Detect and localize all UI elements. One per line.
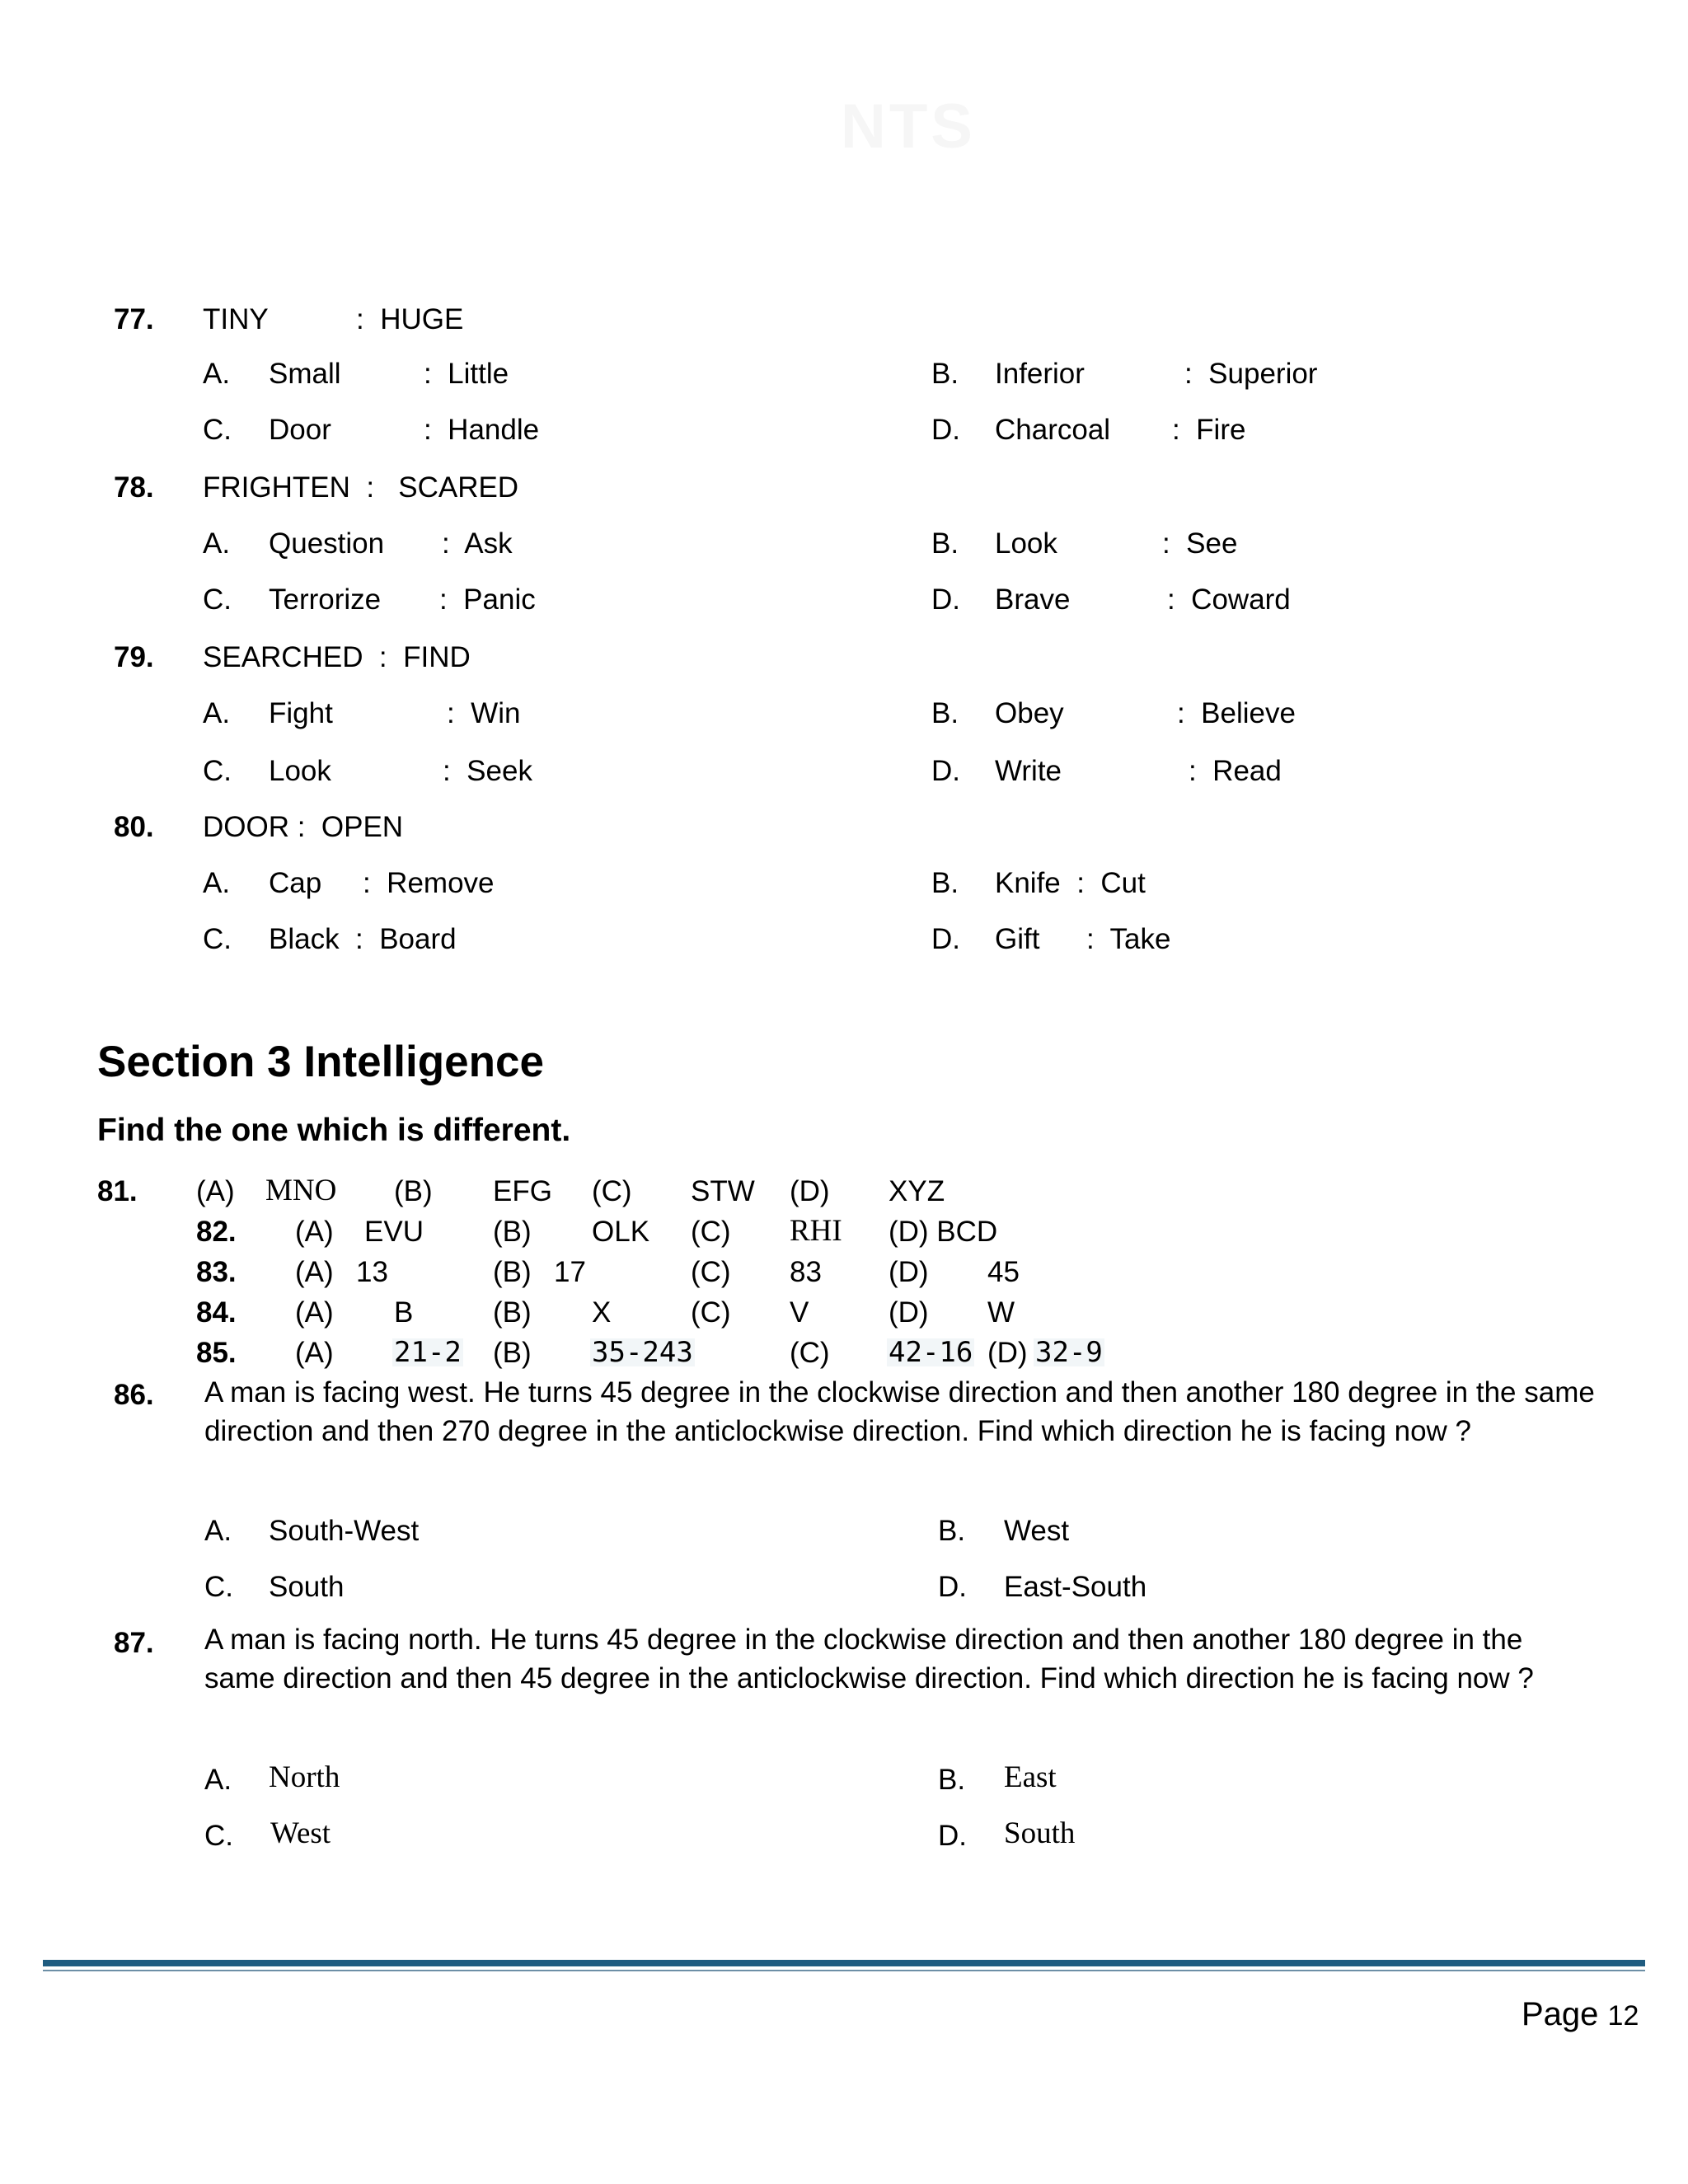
option-label: (D) xyxy=(889,1256,929,1288)
option-text: South xyxy=(1004,1816,1076,1850)
option-letter: A. xyxy=(203,358,231,390)
question-text: A man is facing west. He turns 45 degree in the clockwise direction and then another 180 degree in the same direction and then 270 degree in the anticlockwise direction. Find which direction he is facing now ? xyxy=(204,1376,1595,1447)
option-letter: B. xyxy=(931,867,959,899)
option-text: Door xyxy=(269,414,331,446)
option-value: 13 xyxy=(356,1256,388,1288)
option-letter: C. xyxy=(203,414,232,446)
option-text: Inferior xyxy=(995,358,1085,390)
footer-divider-thin xyxy=(43,1970,1645,1971)
option-text: West xyxy=(1004,1515,1070,1547)
option-value: 42-16 xyxy=(889,1336,973,1369)
option-text: Look xyxy=(995,527,1057,560)
question-stem: DOOR : OPEN xyxy=(203,811,404,843)
option-label: (B) xyxy=(493,1296,532,1329)
option-text: Write xyxy=(995,755,1062,787)
question-number: 87. xyxy=(114,1627,154,1659)
question-number: 81. xyxy=(97,1175,138,1207)
option-text: East xyxy=(1004,1760,1057,1794)
option-letter: A. xyxy=(204,1764,232,1796)
page-number: 12 xyxy=(1607,2000,1639,2032)
option-label: (C) xyxy=(790,1337,830,1369)
option-pair: : Seek xyxy=(443,755,532,787)
option-letter: C. xyxy=(203,583,232,616)
option-text: Look xyxy=(269,755,331,787)
option-text: North xyxy=(269,1760,340,1794)
option-text: West xyxy=(270,1816,331,1850)
option-label: (B) xyxy=(394,1175,433,1207)
option-label: (D) xyxy=(790,1175,830,1207)
option-text: Small xyxy=(269,358,341,390)
option-label: (B) xyxy=(493,1216,532,1248)
watermark: NTS xyxy=(841,91,976,162)
option-text: Terrorize xyxy=(269,583,382,616)
option-value: 83 xyxy=(790,1256,822,1288)
option-text: Question xyxy=(269,527,385,560)
option-letter: D. xyxy=(938,1571,967,1603)
option-letter: C. xyxy=(204,1571,233,1603)
option-letter: B. xyxy=(931,697,959,729)
question-number: 84. xyxy=(196,1296,237,1329)
question-stem: SEARCHED : FIND xyxy=(203,641,471,673)
question-number: 78. xyxy=(114,471,154,504)
option-pair: : Little xyxy=(424,358,509,390)
option-pair: : Believe xyxy=(1177,697,1296,729)
question-number: 86. xyxy=(114,1379,154,1411)
question-number: 85. xyxy=(196,1337,237,1369)
option-text: East-South xyxy=(1004,1571,1147,1603)
option-letter: A. xyxy=(203,697,231,729)
footer-divider xyxy=(43,1960,1645,1966)
option-label: (C) xyxy=(691,1296,731,1329)
option-value: V xyxy=(790,1296,809,1329)
section-instruction: Find the one which is different. xyxy=(97,1113,571,1148)
option-label: (A) xyxy=(196,1175,235,1207)
option-letter: C. xyxy=(203,755,232,787)
question-stem: TINY : HUGE xyxy=(203,303,464,335)
option-value: XYZ xyxy=(889,1175,945,1207)
question-stem: FRIGHTEN : SCARED xyxy=(203,471,519,504)
option-letter: C. xyxy=(204,1820,233,1852)
option-value: 32-9 xyxy=(1035,1336,1103,1369)
question-number: 80. xyxy=(114,811,154,843)
option-value: RHI xyxy=(790,1214,842,1248)
option-letter: D. xyxy=(931,923,960,955)
option-pair: : Handle xyxy=(424,414,540,446)
option-value: 45 xyxy=(987,1256,1020,1288)
option-pair: : Take xyxy=(1086,923,1171,955)
question-number: 83. xyxy=(196,1256,237,1288)
option-pair: : Fire xyxy=(1172,414,1246,446)
option-text: Obey xyxy=(995,697,1064,729)
option-letter: A. xyxy=(203,867,231,899)
option-pair: : See xyxy=(1162,527,1238,560)
question-number: 82. xyxy=(196,1216,237,1248)
option-value: STW xyxy=(691,1175,755,1207)
option-text: Gift xyxy=(995,923,1040,955)
option-label: (C) xyxy=(592,1175,632,1207)
option-value: MNO xyxy=(265,1174,337,1207)
option-pair: : Remove xyxy=(363,867,495,899)
option-pair: : Panic xyxy=(439,583,536,616)
option-label: (B) xyxy=(493,1256,532,1288)
option-value: 21-2 xyxy=(394,1336,462,1369)
option-letter: C. xyxy=(203,923,232,955)
option-value: 35-243 xyxy=(592,1336,693,1369)
option-letter: B. xyxy=(938,1764,966,1796)
option-label: (A) xyxy=(295,1337,334,1369)
option-pair: : Read xyxy=(1189,755,1282,787)
option-pair: : Ask xyxy=(442,527,513,560)
option-value: X xyxy=(592,1296,612,1329)
option-value: OLK xyxy=(592,1216,650,1248)
page-footer xyxy=(1522,1996,1639,2033)
option-pair: : Coward xyxy=(1167,583,1291,616)
option-label: (A) xyxy=(295,1256,334,1288)
page-label: Page xyxy=(1522,1996,1599,2032)
option-letter: B. xyxy=(931,358,959,390)
option-text: Knife : Cut xyxy=(995,867,1146,899)
option-pair: : Superior xyxy=(1184,358,1318,390)
option-value: 17 xyxy=(554,1256,586,1288)
option-letter: D. xyxy=(931,414,960,446)
option-pair: : Win xyxy=(447,697,521,729)
option-text: Cap xyxy=(269,867,322,899)
question-number: 77. xyxy=(114,303,154,335)
option-letter: D. xyxy=(931,755,960,787)
option-letter: D. xyxy=(938,1820,967,1852)
option-text: South xyxy=(269,1571,345,1603)
option-label: (B) xyxy=(493,1337,532,1369)
section-title: Section 3 Intelligence xyxy=(97,1038,544,1086)
option-value: B xyxy=(394,1296,414,1329)
option-value: EFG xyxy=(493,1175,552,1207)
option-label: (A) xyxy=(295,1296,334,1329)
option-text: South-West xyxy=(269,1515,420,1547)
question-text: A man is facing north. He turns 45 degree in the clockwise direction and then another 180 degree in the same direction and then 45 degree in the anticlockwise direction. Find which direction he is facing now ? xyxy=(204,1624,1534,1694)
option-letter: D. xyxy=(931,583,960,616)
option-text: Fight xyxy=(269,697,333,729)
option-label: (D) xyxy=(987,1337,1028,1369)
option-label: (D) xyxy=(889,1296,929,1329)
option-label: (C) xyxy=(691,1256,731,1288)
option-value: W xyxy=(987,1296,1015,1329)
question-number: 79. xyxy=(114,641,154,673)
option-label: (A) xyxy=(295,1216,334,1248)
option-letter: B. xyxy=(938,1515,966,1547)
option-letter: A. xyxy=(204,1515,232,1547)
option-text: Brave xyxy=(995,583,1071,616)
option-text: Black : Board xyxy=(269,923,457,955)
option-text: Charcoal xyxy=(995,414,1111,446)
option-label: (C) xyxy=(691,1216,731,1248)
option-label: (D) BCD xyxy=(889,1216,998,1248)
option-letter: A. xyxy=(203,527,231,560)
option-value: EVU xyxy=(364,1216,424,1248)
option-letter: B. xyxy=(931,527,959,560)
